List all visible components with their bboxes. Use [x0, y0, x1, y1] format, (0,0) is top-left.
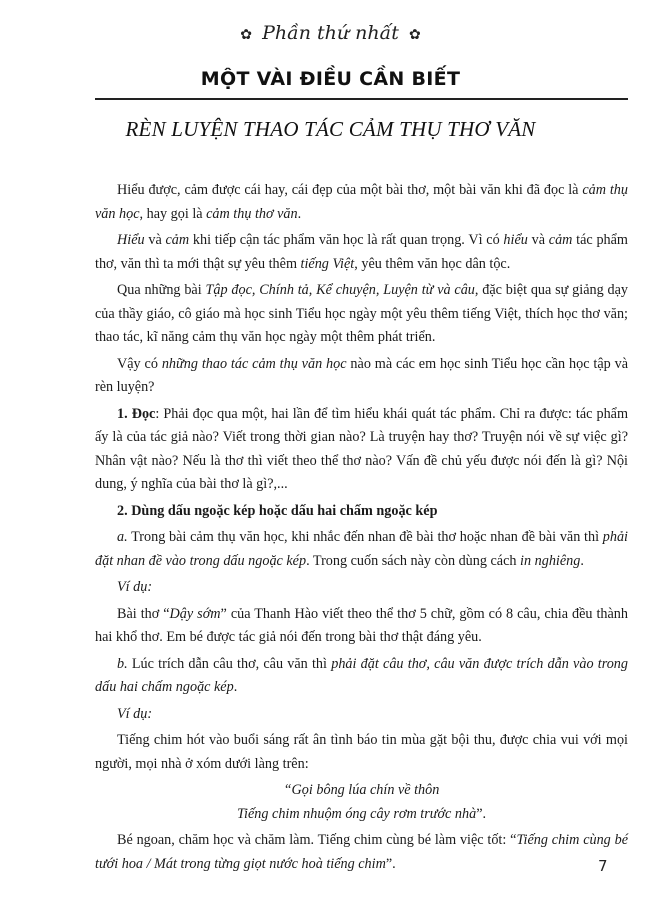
- paragraph: Qua những bài Tập đọc, Chính tả, Kể chuyện, Luyện từ và câu, đặc biệt qua sự giảng dạy của thầy giáo, cô giáo mà học sinh Tiểu học ngày một yêu thêm tiếng Việt, thích học thơ văn; thao tác, kĩ năng cảm thụ văn học ngày một thêm phát triển.: [95, 282, 628, 345]
- part-heading: [0, 22, 661, 44]
- poem-quote-line: Tiếng chim nhuộm óng cây rơm trước nhà”.: [236, 805, 487, 822]
- section-title: MỘT VÀI ĐIỀU CẦN BIẾT: [200, 68, 461, 90]
- header-divider: [95, 98, 628, 100]
- paragraph: b. Lúc trích dẫn câu thơ, câu văn thì phải đặt câu thơ, câu văn được trích dẫn vào trong dấu hai chấm ngoặc kép.: [95, 655, 628, 695]
- paragraph: Hiểu được, cảm được cái hay, cái đẹp của một bài thơ, một bài văn khi đã đọc là cảm thụ văn học, hay gọi là cảm thụ thơ văn.: [95, 182, 628, 222]
- example-label: Ví dụ:: [117, 705, 153, 722]
- page-number: 7: [598, 857, 608, 875]
- body-text: [95, 179, 628, 879]
- paragraph: Bé ngoan, chăm học và chăm làm. Tiếng chim cùng bé làm việc tốt: “Tiếng chim cùng bé tưới hoa / Mát trong từng giọt nước hoà tiếng chim”.: [95, 832, 628, 872]
- poem-quote-line: “Gọi bông lúa chín về thôn: [283, 782, 440, 798]
- paragraph: Hiểu và cảm khi tiếp cận tác phẩm văn học là rất quan trọng. Vì có hiểu và cảm tác phẩm thơ, văn thì ta mới thật sự yêu thêm tiếng Việt, yêu thêm văn học dân tộc.: [95, 232, 628, 272]
- flower-ornament-icon: ✿: [408, 27, 421, 43]
- example-label: Ví dụ:: [117, 579, 153, 595]
- paragraph: Tiếng chim hót vào buổi sáng rất ân tình báo tin mùa gặt bội thu, được chia vui với mọi người, mọi nhà ở xóm dưới làng trên:: [95, 732, 628, 772]
- paragraph: Bài thơ “Dậy sớm” của Thanh Hào viết theo thể thơ 5 chữ, gồm có 8 câu, chia đều thành hai khổ thơ. Em bé được tác giả nói đến trong bài thơ thật đáng yêu.: [95, 605, 628, 645]
- paragraph: 1. Đọc: Phải đọc qua một, hai lần để tìm hiểu khái quát tác phẩm. Chỉ ra được: tác phẩm ấy là của tác giả nào? Viết trong thời gian nào? Là truyện hay thơ? Truyện nói về sự việc gì? Nhân vật nào? Nếu là thơ thì viết theo thể thơ nào? Vấn đề chủ yếu được nói đến là gì? Nội dung, ý nghĩa của bài thơ là gì?,...: [95, 405, 629, 492]
- subheading: 2. Dùng dấu ngoặc kép hoặc dấu hai chấm ngoặc kép: [117, 502, 438, 519]
- part-title: Phần thứ nhất: [262, 22, 399, 44]
- paragraph: a. Trong bài cảm thụ văn học, khi nhắc đến nhan đề bài thơ hoặc nhan đề bài văn thì phải đặt nhan đề vào trong dấu ngoặc kép. Trong cuốn sách này còn dùng cách in nghiêng.: [95, 529, 628, 569]
- paragraph: Vậy có những thao tác cảm thụ văn học nào mà các em học sinh Tiểu học cần học tập và rèn luyện?: [95, 355, 628, 395]
- flower-ornament-icon: ✿: [240, 27, 253, 43]
- chapter-title: RÈN LUYỆN THAO TÁC CẢM THỤ THƠ VĂN: [125, 117, 536, 141]
